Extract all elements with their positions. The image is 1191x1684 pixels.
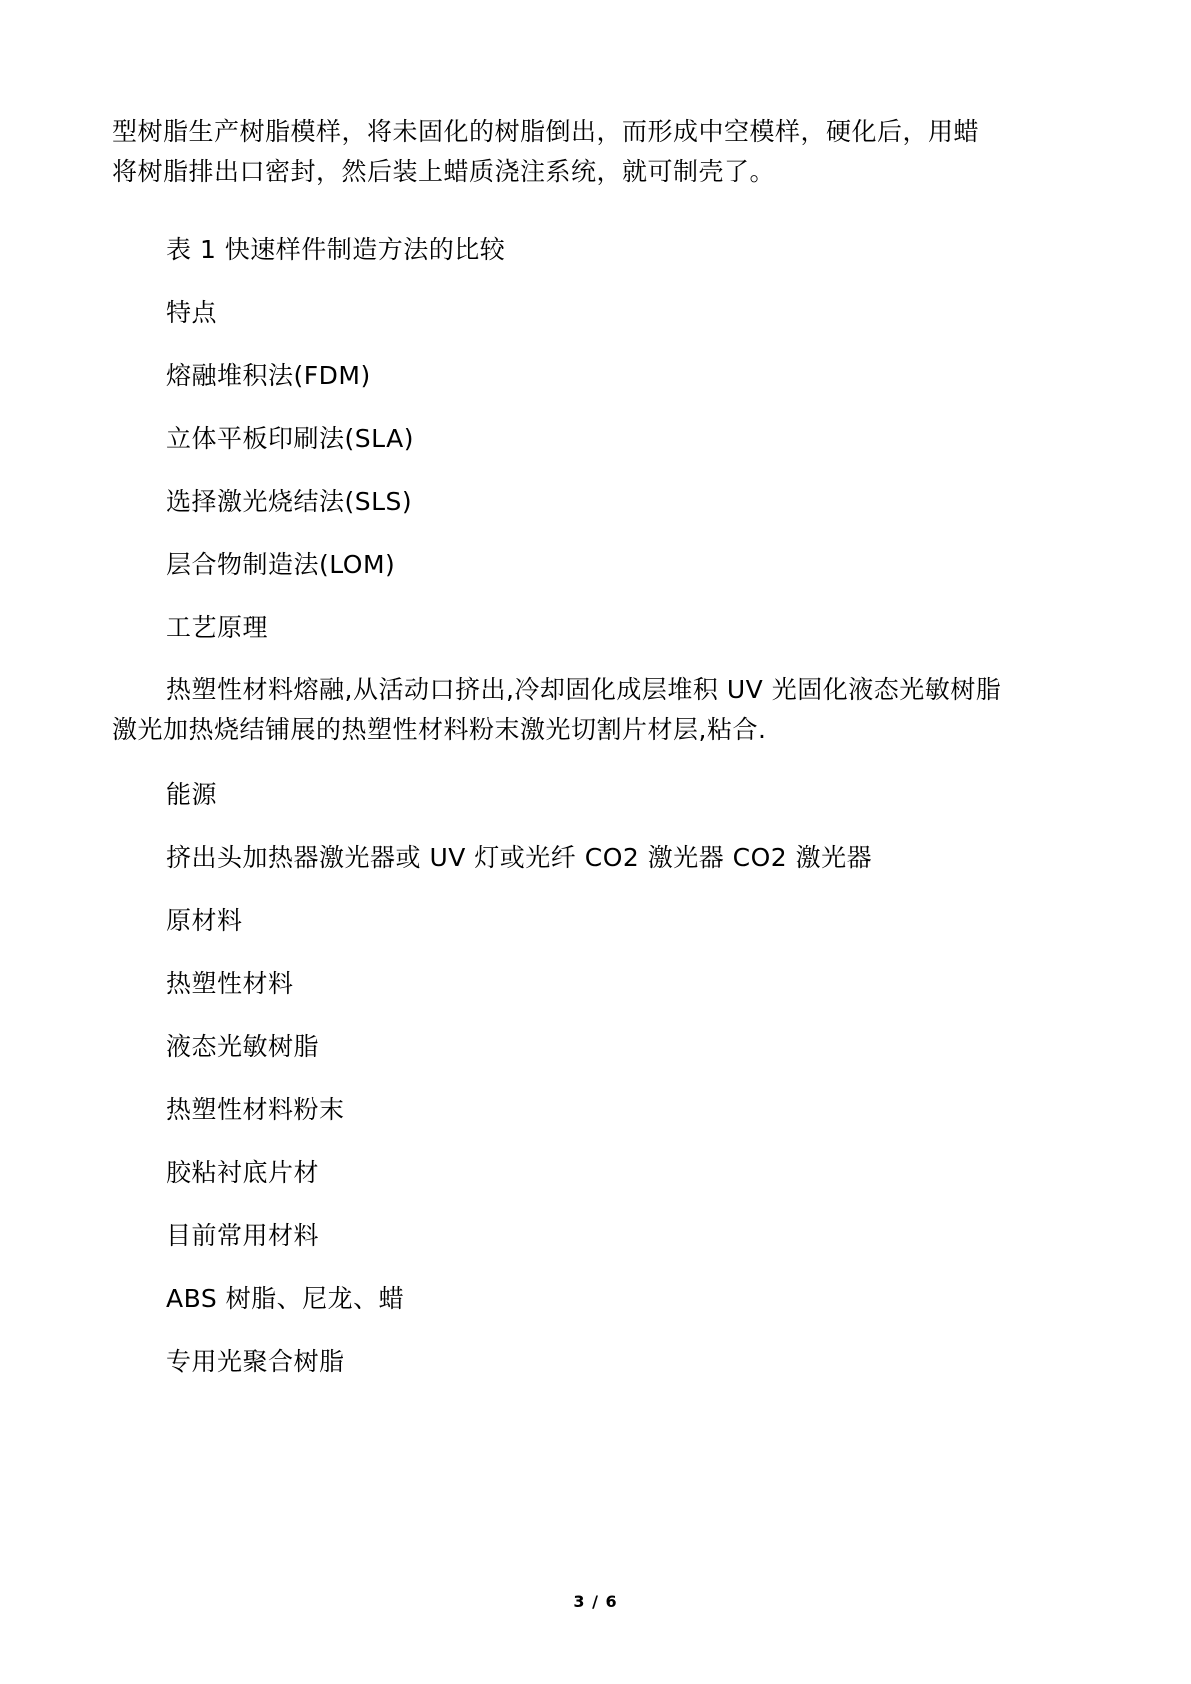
energy-text: 挤出头加热器激光器或 UV 灯或光纤 CO2 激光器 CO2 激光器 <box>166 843 873 872</box>
common-material-fdm: ABS 树脂、尼龙、蜡 <box>166 1284 405 1313</box>
feature-header: 特点 <box>166 298 218 327</box>
intro-line-1: 型树脂生产树脂模样，将未固化的树脂倒出，而形成中空模样，硬化后，用蜡 <box>112 117 980 146</box>
energy-header: 能源 <box>166 780 218 809</box>
process-paragraph <box>112 670 1082 750</box>
raw-material-lom: 胶粘衬底片材 <box>166 1158 320 1187</box>
common-material-header: 目前常用材料 <box>166 1221 320 1250</box>
table-title: 表 1 快速样件制造方法的比较 <box>166 235 506 264</box>
intro-line-2: 将树脂排出口密封，然后装上蜡质浇注系统，就可制壳了。 <box>112 157 776 186</box>
process-header: 工艺原理 <box>166 613 269 642</box>
method-sls: 选择激光烧结法(SLS) <box>166 487 413 516</box>
raw-material-sls: 热塑性材料粉末 <box>166 1095 345 1124</box>
method-sla: 立体平板印刷法(SLA) <box>166 424 414 453</box>
raw-material-header: 原材料 <box>166 906 243 935</box>
method-fdm: 熔融堆积法(FDM) <box>166 361 371 390</box>
common-material-sla: 专用光聚合树脂 <box>166 1347 345 1376</box>
process-line-2: 激光加热烧结铺展的热塑性材料粉末激光切割片材层,粘合. <box>112 715 767 744</box>
intro-paragraph <box>112 112 1082 192</box>
raw-material-sla: 液态光敏树脂 <box>166 1032 320 1061</box>
raw-material-fdm: 热塑性材料 <box>166 969 294 998</box>
process-line-1: 热塑性材料熔融,从活动口挤出,冷却固化成层堆积 UV 光固化液态光敏树脂 <box>166 675 1002 704</box>
method-lom: 层合物制造法(LOM) <box>166 550 396 579</box>
page-number: 3 / 6 <box>573 1592 618 1611</box>
